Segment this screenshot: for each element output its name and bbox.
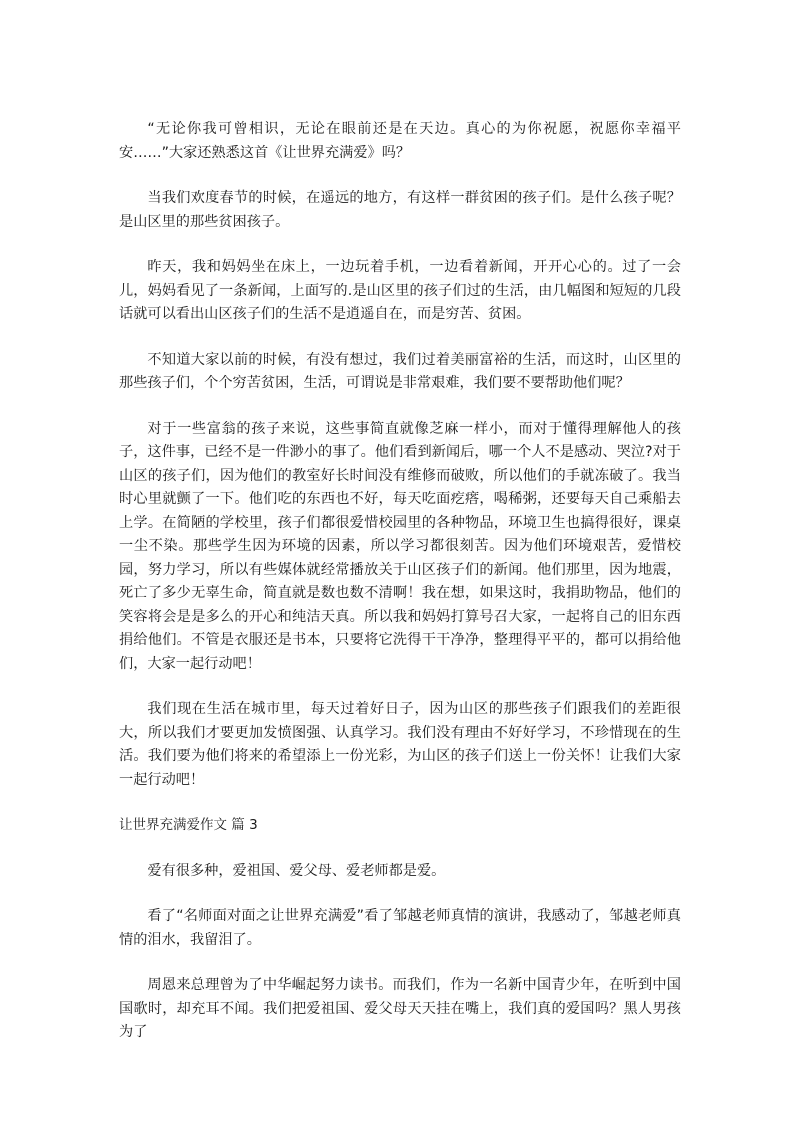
paragraph-song-intro: “无论你我可曾相识，无论在眼前还是在天边。真心的为你祝愿，祝愿你幸福平安……”大家还熟悉这首《让世界充满爱》吗？: [119, 121, 681, 161]
paragraph-teacher-speech: 看了“名师面对面之让世界充满爱”看了邹越老师真情的演讲，我感动了，邹越老师真情的泪水，我留泪了。: [119, 908, 681, 948]
paragraph-mountain-children: 对于一些富翁的孩子来说，这些事简直就像芝麻一样小，而对于懂得理解他人的孩子，这件事，已经不是一件渺小的事了。他们看到新闻后，哪一个人不是感动、哭泣?对于山区的孩子们，因为他们的教室好长时间没有维修而破败，所以他们的手就冻破了。我当时心里就颤了一下。他们吃的东西也不好，每天吃面疙瘩，喝稀粥，还要每天自己乘船去上学。在简陋的学校里，孩子们都很爱惜校园里的各种物品，环境卫生也搞得很好，课桌一尘不染。那些学生因为环境的因素，所以学习都很刻苦。因为他们环境艰苦，爱惜校园，努力学习，所以有些媒体就经常播放关于山区孩子们的新闻。他们那里，因为地震，死亡了多少无辜生命，简直就是数也数不清啊！我在想，如果这时，我捐助物品，他们的笑容将会是是多么的开心和纯洁天真。所以我和妈妈打算号召大家，一起将自己的旧东西捐给他们。不管是衣服还是书本，只要将它洗得干干净净，整理得平平的，都可以捐给他们，大家一起行动吧！: [119, 420, 681, 672]
paragraph-call-to-action: 我们现在生活在城市里，每天过着好日子，因为山区的那些孩子们跟我们的差距很大，所以我们才要更加发愤图强、认真学习。我们没有理由不好好学习，不珍惜现在的生活。我们要为他们将来的希望添上一份光彩，为山区的孩子们送上一份关怀！让我们大家一起行动吧！: [119, 701, 681, 788]
document-body: [119, 118, 681, 1067]
paragraph-spring-festival: 当我们欢度春节的时候，在遥远的地方，有这样一群贫困的孩子们。是什么孩子呢？是山区里的那些贫困孩子。: [119, 190, 681, 230]
paragraph-patriotism: 周恩来总理曾为了中华崛起努力读书。而我们，作为一名新中国青少年，在听到中国国歌时，却充耳不闻。我们把爱祖国、爱父母天天挂在嘴上，我们真的爱国吗？黑人男孩为了: [119, 977, 681, 1040]
paragraph-question: 不知道大家以前的时候，有没有想过，我们过着美丽富裕的生活，而这时，山区里的那些孩子们，个个穷苦贫困，生活，可谓说是非常艰难，我们要不要帮助他们呢？: [119, 351, 681, 391]
section-heading: 让世界充满爱作文 篇 3: [119, 817, 258, 833]
paragraph-news-story: 昨天，我和妈妈坐在床上，一边玩着手机，一边看着新闻，开开心心的。过了一会儿，妈妈看见了一条新闻，上面写的.是山区里的孩子们过的生活，由几幅图和短短的几段话就可以看出山区孩子们的生活不是逍遥自在，而是穷苦、贫困。: [119, 259, 681, 322]
paragraph-kinds-of-love: 爱有很多种，爱祖国、爱父母、爱老师都是爱。: [147, 862, 446, 879]
